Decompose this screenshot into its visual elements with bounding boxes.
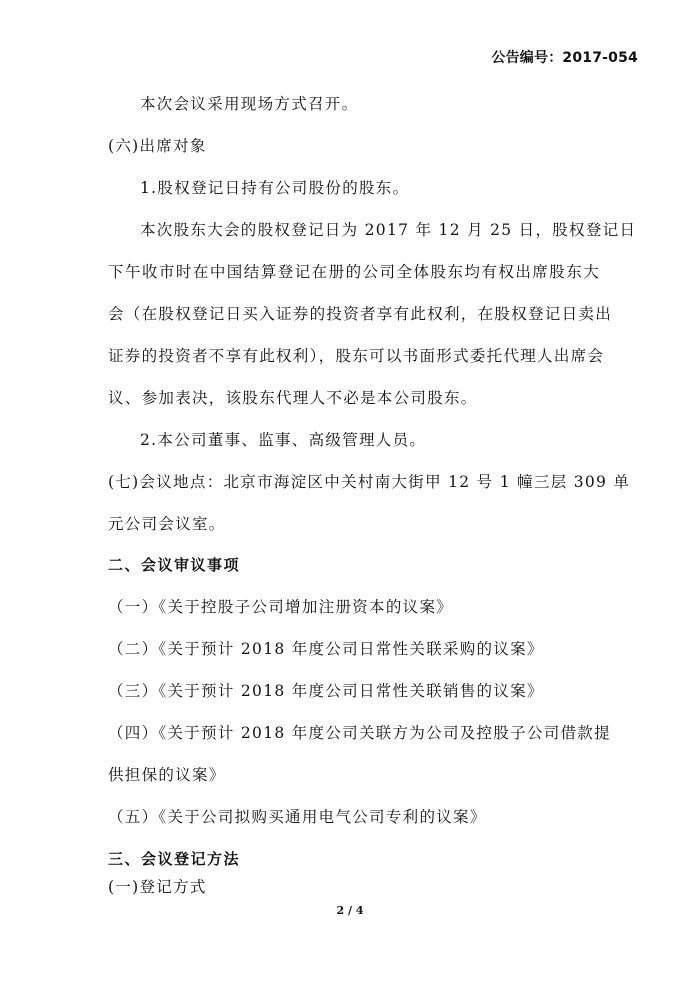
section-3-heading: 三、会议登记方法 [108, 850, 241, 868]
agenda-item-1: （一）《关于控股子公司增加注册资本的议案》 [108, 598, 454, 616]
announcement-number: 公告编号：2017-054 [491, 50, 638, 66]
meeting-method-text: 本次会议采用现场方式召开。 [140, 95, 359, 113]
record-date-paragraph-line-3: 会（在股权登记日买入证券的投资者享有此权利，在股权登记日卖出 [108, 305, 613, 323]
agenda-item-4-line-1: （四）《关于预计 2018 年度公司关联方为公司及控股子公司借款提 [108, 724, 611, 742]
agenda-item-4-line-2: 供担保的议案》 [108, 766, 226, 784]
meeting-location-line-1: (七)会议地点：北京市海淀区中关村南大街甲 12 号 1 幢三层 309 单 [108, 473, 631, 491]
meeting-location-line-2: 元公司会议室。 [108, 515, 226, 533]
section-attendees-heading: (六)出席对象 [108, 137, 207, 155]
record-date-paragraph-line-5: 议、参加表决，该股东代理人不必是本公司股东。 [108, 389, 478, 407]
record-date-paragraph-line-4: 证券的投资者不享有此权利），股东可以书面形式委托代理人出席会 [108, 347, 605, 365]
attendee-item-1: 1.股权登记日持有公司股份的股东。 [140, 179, 410, 197]
registration-method-heading: (一)登记方式 [108, 878, 207, 896]
section-2-heading: 二、会议审议事项 [108, 556, 241, 574]
agenda-item-5: （五）《关于公司拟购买通用电气公司专利的议案》 [108, 808, 487, 826]
record-date-paragraph-line-1: 本次股东大会的股权登记日为 2017 年 12 月 25 日，股权登记日 [140, 221, 637, 239]
record-date-paragraph-line-2: 下午收市时在中国结算登记在册的公司全体股东均有权出席股东大 [108, 263, 600, 281]
attendee-item-2: 2.本公司董事、监事、高级管理人员。 [140, 431, 427, 449]
agenda-item-3: （三）《关于预计 2018 年度公司日常性关联销售的议案》 [108, 682, 544, 700]
page-number: 2 / 4 [336, 904, 364, 917]
agenda-item-2: （二）《关于预计 2018 年度公司日常性关联采购的议案》 [108, 640, 544, 658]
